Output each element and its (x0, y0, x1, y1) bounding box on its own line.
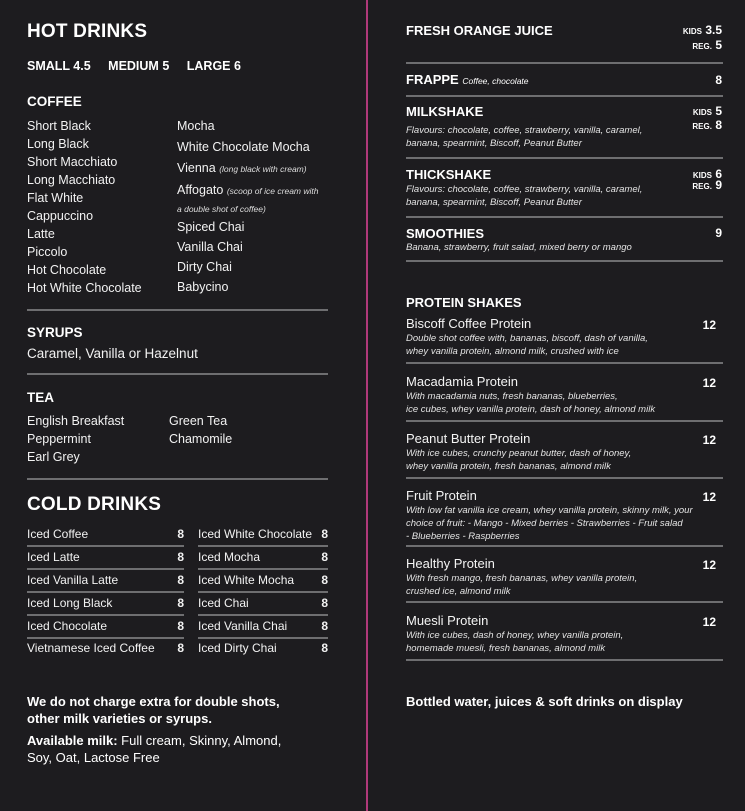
section-divider (406, 362, 723, 364)
no-charge-line-2: other milk varieties or syrups. (27, 711, 212, 726)
drink-name: Iced White Chocolate (198, 527, 313, 541)
list-item: Vanilla Chai (177, 240, 243, 254)
cold-drink-row (198, 573, 328, 587)
cold-drink-row (27, 619, 184, 633)
cold-drinks-title: COLD DRINKS (27, 494, 162, 515)
thickshake-title: THICKSHAKE (406, 167, 492, 182)
desc-line: choice of fruit: - Mango - Mixed berries - Strawberries - Fruit salad (406, 518, 683, 529)
no-charge-line-1: We do not charge extra for double shots, (27, 694, 280, 709)
cold-drink-row (198, 596, 328, 610)
size-medium: MEDIUM 5 (108, 59, 170, 73)
no-charge-note (27, 693, 357, 727)
drink-price: 8 (321, 527, 328, 541)
section-divider (406, 62, 723, 64)
thickshake-desc (406, 183, 676, 209)
drink-price: 8 (321, 550, 328, 564)
tea-list-right (169, 412, 232, 448)
protein-desc (406, 332, 711, 358)
cold-drink-row (27, 527, 184, 541)
protein-price: 12 (702, 433, 716, 447)
row-divider (198, 637, 328, 639)
section-divider (27, 309, 328, 311)
protein-desc (406, 504, 711, 543)
drink-price: 8 (321, 596, 328, 610)
item-note: a double shot of coffee) (177, 204, 266, 214)
coffee-heading: COFFEE (27, 94, 82, 109)
kids-price: 5 (715, 104, 722, 118)
drink-name: Iced Long Black (27, 596, 113, 610)
desc-line: homemade muesli, fresh bananas, almond milk (406, 643, 606, 654)
list-item: Babycino (177, 280, 229, 294)
size-small: SMALL 4.5 (27, 59, 91, 73)
list-item: Cappuccino (27, 209, 94, 223)
list-item: Spiced Chai (177, 220, 245, 234)
syrups-heading: SYRUPS (27, 325, 83, 340)
size-large: LARGE 6 (186, 59, 241, 73)
kids-price: 3.5 (705, 23, 722, 37)
desc-line: whey vanilla protein, fresh bananas, almond milk (406, 461, 611, 472)
cold-drink-row (27, 550, 184, 564)
protein-name: Biscoff Coffee Protein (406, 316, 532, 331)
drink-name: Iced Vanilla Chai (198, 619, 288, 633)
list-item: Mocha (177, 119, 215, 133)
row-divider (198, 591, 328, 593)
section-divider (27, 478, 328, 480)
list-item: Green Tea (169, 414, 228, 428)
row-divider (198, 568, 328, 570)
size-prices (27, 59, 255, 73)
syrups-text: Caramel, Vanilla or Hazelnut (27, 346, 198, 361)
frappe-note: Coffee, chocolate (462, 76, 529, 86)
available-milk (27, 732, 357, 766)
drink-price: 8 (321, 573, 328, 587)
list-item (177, 181, 362, 200)
oj-prices (640, 23, 722, 52)
list-item: Latte (27, 227, 55, 241)
drink-price: 8 (177, 573, 184, 587)
item-note: (long black with cream) (219, 164, 307, 174)
cold-drink-row (27, 573, 184, 587)
drink-price: 8 (321, 619, 328, 633)
item-vienna: Vienna (177, 161, 216, 175)
frappe-row (406, 72, 529, 87)
protein-price: 12 (702, 376, 716, 390)
drink-price: 8 (177, 527, 184, 541)
section-divider (406, 659, 723, 661)
desc-line: Double shot coffee with, bananas, biscoff, dash of vanilla, (406, 333, 648, 344)
protein-desc (406, 629, 711, 655)
drink-price: 8 (177, 619, 184, 633)
list-item (177, 159, 362, 178)
frappe-price: 8 (715, 73, 722, 87)
coffee-list-left (27, 117, 142, 297)
section-divider (406, 545, 723, 547)
center-divider (366, 0, 368, 811)
section-divider (406, 157, 723, 159)
oj-title: FRESH ORANGE JUICE (406, 23, 553, 38)
drink-price: 8 (177, 641, 184, 655)
item-note: (scoop of ice cream with (226, 186, 319, 196)
desc-line: With fresh mango, fresh bananas, whey vanilla protein, (406, 573, 638, 584)
list-item: Hot Chocolate (27, 263, 107, 277)
row-divider (27, 614, 184, 616)
protein-desc (406, 447, 711, 473)
drink-name: Iced Latte (27, 550, 80, 564)
desc-line: crushed ice, almond milk (406, 586, 511, 597)
hot-drinks-title: HOT DRINKS (27, 21, 148, 42)
milk-text-1: Full cream, Skinny, Almond, (117, 733, 282, 748)
drink-name: Iced Coffee (27, 527, 89, 541)
kids-label: KIDS (682, 27, 702, 36)
row-divider (198, 545, 328, 547)
cold-drink-row (198, 550, 328, 564)
row-divider (27, 568, 184, 570)
protein-price: 12 (702, 558, 716, 572)
list-item: English Breakfast (27, 414, 125, 428)
protein-price: 12 (702, 615, 716, 629)
protein-name: Healthy Protein (406, 556, 495, 571)
protein-name: Macadamia Protein (406, 374, 518, 389)
row-divider (27, 545, 184, 547)
section-divider (406, 260, 723, 262)
milkshake-prices (640, 104, 722, 132)
list-item: Chamomile (169, 432, 233, 446)
drink-price: 8 (321, 641, 328, 655)
cold-drink-row (27, 596, 184, 610)
protein-desc (406, 572, 711, 598)
drink-name: Iced Mocha (198, 550, 261, 564)
list-item: Dirty Chai (177, 260, 232, 274)
kids-label: KIDS (692, 171, 712, 180)
tea-list-left (27, 412, 124, 466)
desc-line: With low fat vanilla ice cream, whey vanilla protein, skinny milk, your (406, 505, 693, 516)
desc-line: Flavours: chocolate, coffee, strawberry, vanilla, caramel, (406, 125, 643, 136)
drink-price: 8 (177, 550, 184, 564)
milk-label: Available milk: (27, 733, 118, 748)
list-item: Hot White Chocolate (27, 281, 142, 295)
list-item: Short Black (27, 119, 91, 133)
desc-line: banana, spearmint, Biscoff, Peanut Butter (406, 138, 582, 149)
desc-line: With ice cubes, crunchy peanut butter, dash of honey, (406, 448, 632, 459)
desc-line: whey vanilla protein, almond milk, crushed with ice (406, 346, 619, 357)
coffee-list-right (177, 117, 362, 296)
kids-label: KIDS (692, 108, 712, 117)
protein-desc (406, 390, 711, 416)
desc-line: Flavours: chocolate, coffee, strawberry, vanilla, caramel, (406, 184, 643, 195)
protein-shakes-heading: PROTEIN SHAKES (406, 295, 522, 310)
list-item: Flat White (27, 191, 84, 205)
reg-label: REG. (692, 42, 712, 51)
item-affogato: Affogato (177, 183, 224, 197)
bottled-drinks-note: Bottled water, juices & soft drinks on display (406, 694, 683, 709)
drink-name: Iced Dirty Chai (198, 641, 277, 655)
drink-price: 8 (177, 596, 184, 610)
milk-text-2: Soy, Oat, Lactose Free (27, 750, 160, 765)
reg-price: 5 (715, 38, 722, 52)
frappe-title: FRAPPE (406, 72, 459, 87)
cold-drink-row (198, 527, 328, 541)
desc-line: With macadamia nuts, fresh bananas, blueberries, (406, 391, 618, 402)
reg-price: 8 (715, 118, 722, 132)
reg-label: REG. (692, 182, 712, 191)
list-item: Earl Grey (27, 450, 80, 464)
section-divider (406, 601, 723, 603)
cold-drink-row (198, 641, 328, 655)
list-item: Piccolo (27, 245, 68, 259)
milkshake-title: MILKSHAKE (406, 104, 484, 119)
drink-name: Iced Chai (198, 596, 249, 610)
smoothies-desc: Banana, strawberry, fruit salad, mixed berry or mango (406, 242, 632, 253)
protein-name: Muesli Protein (406, 613, 489, 628)
milkshake-desc (406, 124, 676, 150)
protein-price: 12 (702, 318, 716, 332)
section-divider (406, 477, 723, 479)
drink-name: Iced Chocolate (27, 619, 108, 633)
list-item: Long Black (27, 137, 89, 151)
protein-name: Fruit Protein (406, 488, 477, 503)
list-item: Long Macchiato (27, 173, 116, 187)
desc-line: - Blueberries - Raspberries (406, 531, 520, 542)
smoothies-title: SMOOTHIES (406, 226, 485, 241)
desc-line: banana, spearmint, Biscoff, Peanut Butter (406, 197, 582, 208)
list-item: Peppermint (27, 432, 91, 446)
smoothies-price: 9 (715, 226, 722, 240)
section-divider (406, 95, 723, 97)
drink-name: Iced White Mocha (198, 573, 295, 587)
reg-price: 9 (715, 178, 722, 192)
cold-drink-row (198, 619, 328, 633)
protein-price: 12 (702, 490, 716, 504)
kids-price: 6 (715, 167, 722, 181)
section-divider (406, 420, 723, 422)
desc-line: ice cubes, whey vanilla protein, dash of honey, almond milk (406, 404, 656, 415)
drink-name: Vietnamese Iced Coffee (27, 641, 155, 655)
thickshake-prices (640, 167, 722, 192)
reg-label: REG. (692, 122, 712, 131)
list-item: White Chocolate Mocha (177, 140, 310, 154)
section-divider (406, 216, 723, 218)
section-divider (27, 373, 328, 375)
cold-drink-row (27, 641, 184, 655)
row-divider (27, 637, 184, 639)
tea-heading: TEA (27, 390, 54, 405)
list-item: Short Macchiato (27, 155, 118, 169)
drink-name: Iced Vanilla Latte (27, 573, 119, 587)
row-divider (198, 614, 328, 616)
desc-line: With ice cubes, dash of honey, whey vanilla protein, (406, 630, 624, 641)
row-divider (27, 591, 184, 593)
protein-name: Peanut Butter Protein (406, 431, 531, 446)
